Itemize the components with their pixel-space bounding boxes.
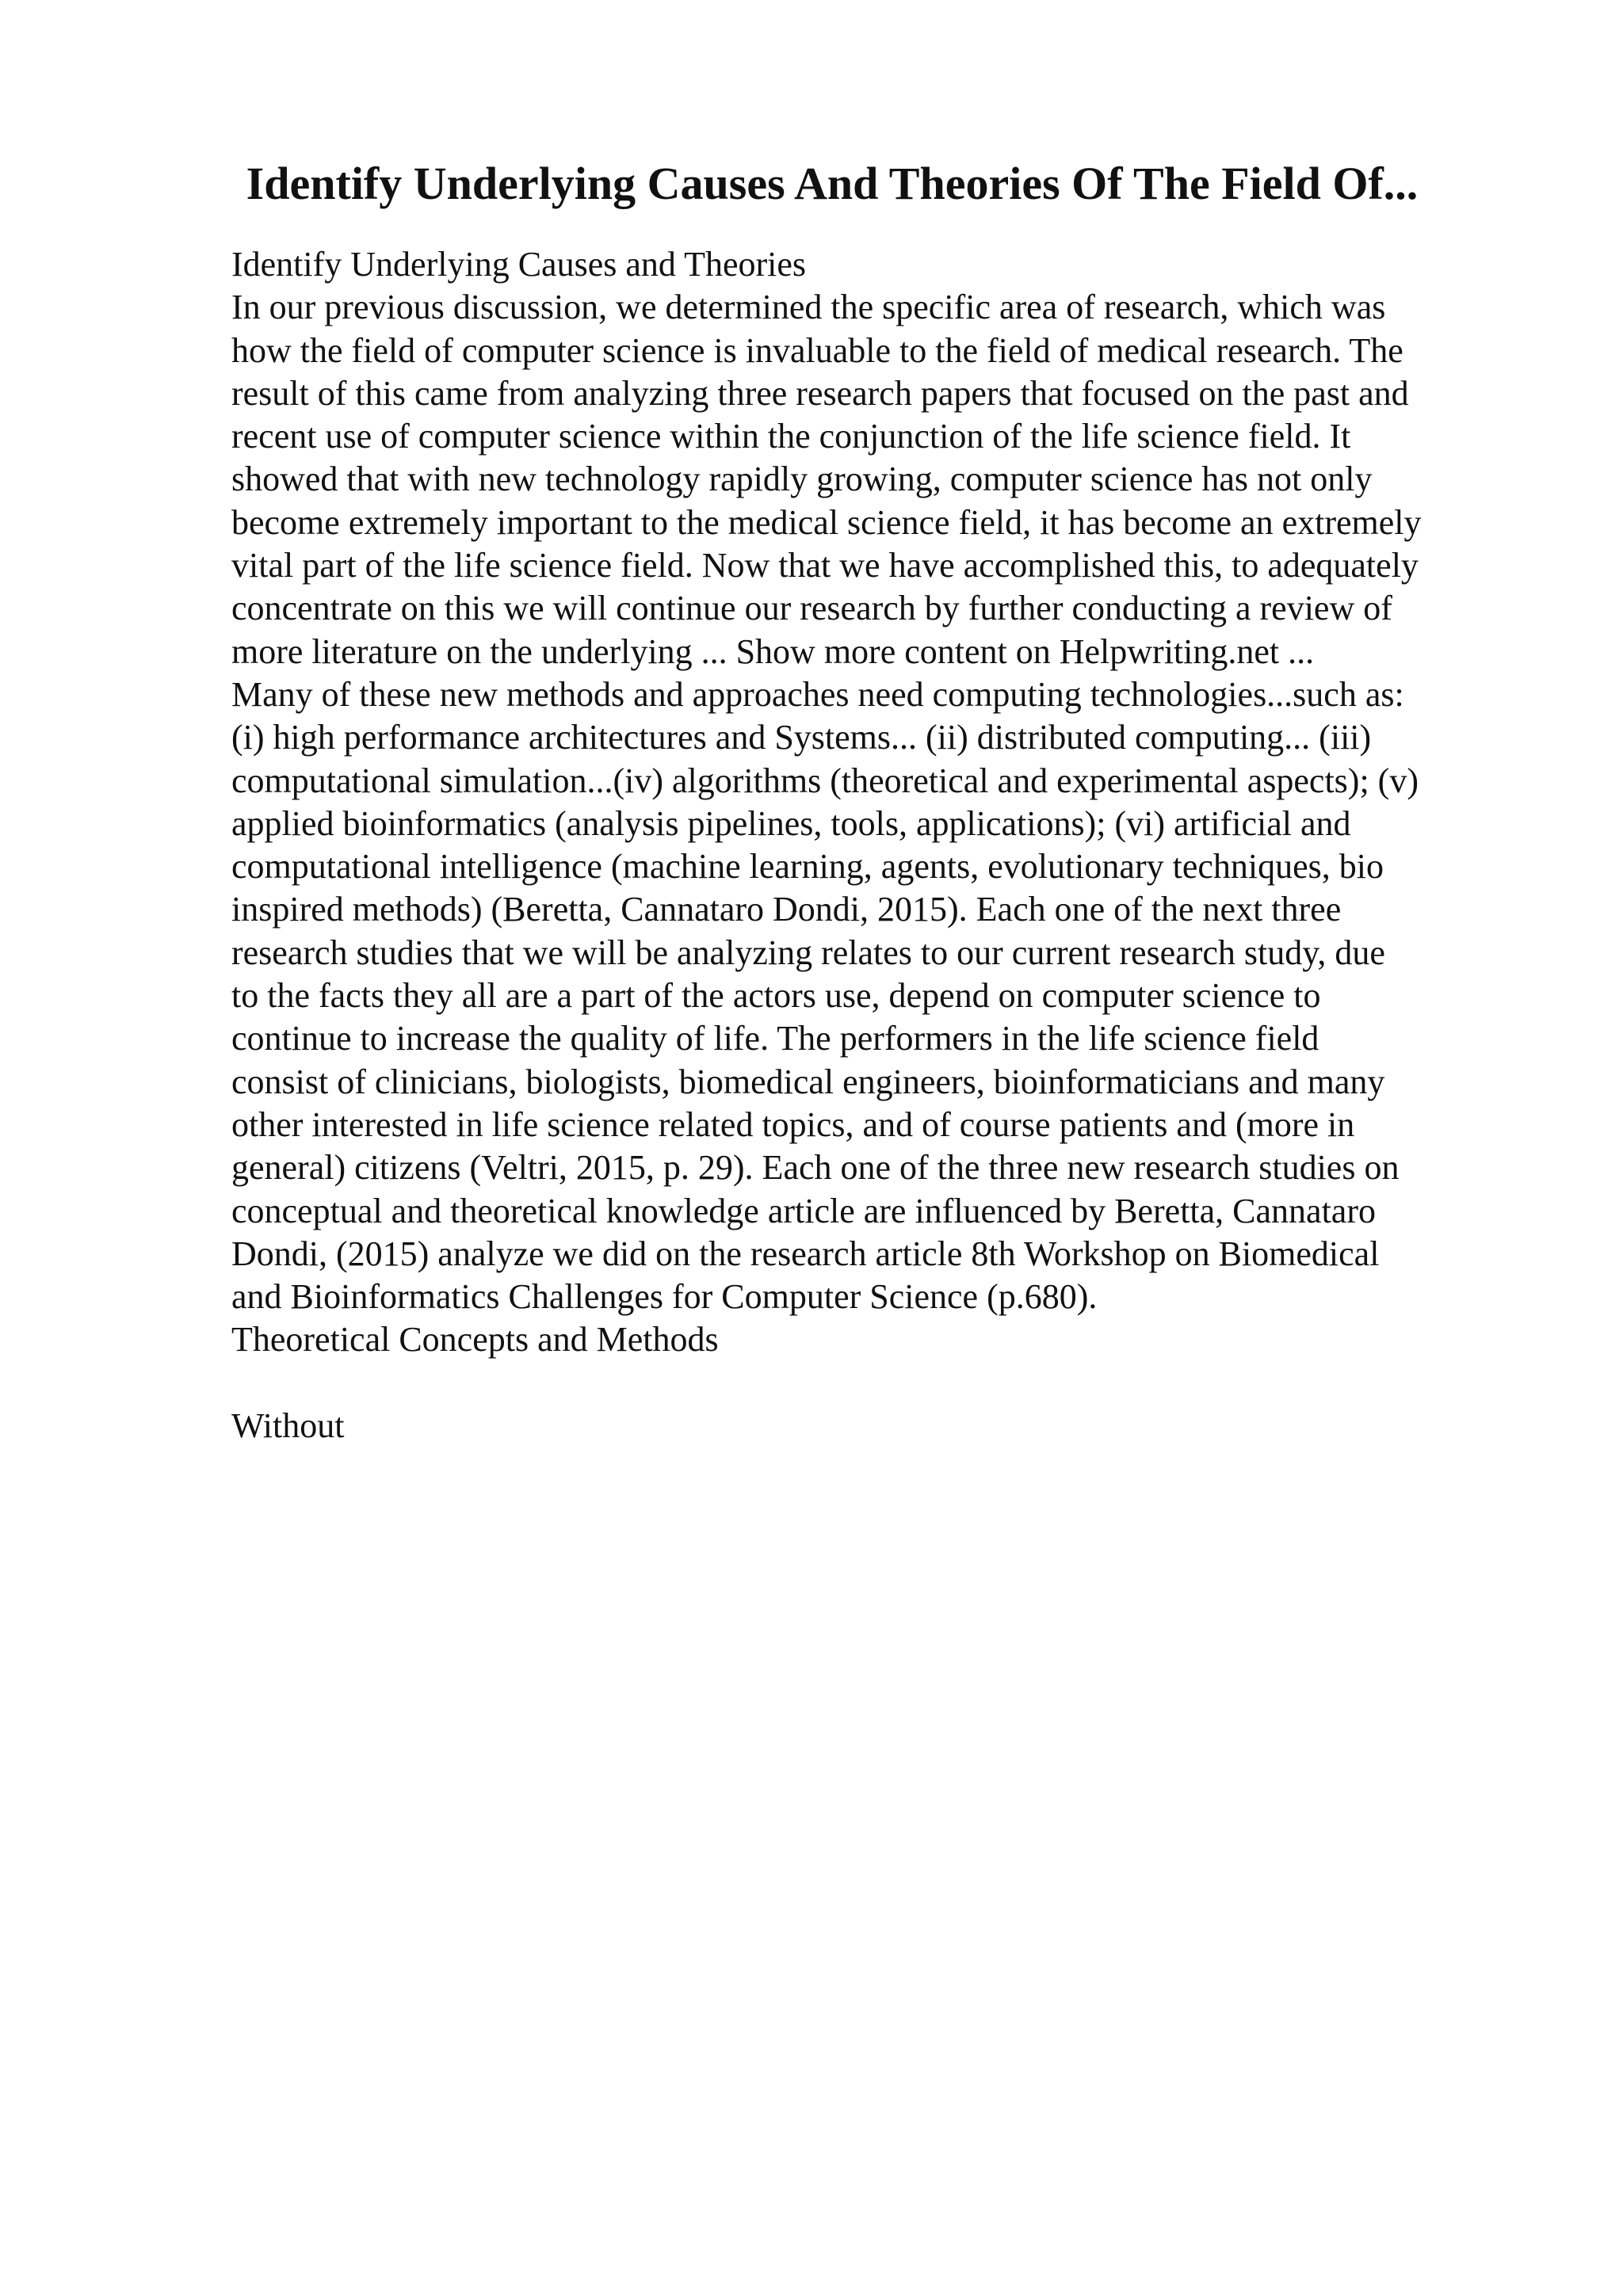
text-line: Dondi, (2015) analyze we did on the research article 8th Workshop on Biomedical <box>231 1234 1380 1273</box>
text-line: result of this came from analyzing three research papers that focused on the past and <box>231 373 1409 413</box>
text-line: to the facts they all are a part of the actors use, depend on computer science to <box>231 976 1321 1016</box>
text-line: become extremely important to the medical science field, it has become an extremely <box>231 502 1422 542</box>
document-body <box>231 243 1579 1447</box>
section-heading: Theoretical Concepts and Methods <box>231 1320 719 1360</box>
paragraph-gap <box>231 1362 1579 1405</box>
text-line: concentrate on this we will continue our research by further conducting a review of <box>231 589 1392 628</box>
text-line: consist of clinicians, biologists, biomedical engineers, bioinformaticians and many <box>231 1062 1385 1101</box>
text-line: computational intelligence (machine learning, agents, evolutionary techniques, bio <box>231 847 1384 887</box>
text-line: inspired methods) (Beretta, Cannataro Dondi, 2015). Each one of the next three <box>231 890 1342 929</box>
text-line: showed that with new technology rapidly growing, computer science has not only <box>231 460 1373 499</box>
text-line: general) citizens (Veltri, 2015, p. 29). Each one of the three new research studies on <box>231 1148 1400 1188</box>
text-line: (i) high performance architectures and Systems... (ii) distributed computing... (iii) <box>231 718 1372 757</box>
text-line: how the field of computer science is invaluable to the field of medical research. The <box>231 330 1403 370</box>
text-line: continue to increase the quality of life. The performers in the life science field <box>231 1019 1319 1058</box>
text-line: computational simulation...(iv) algorithms (theoretical and experimental aspects); (v) <box>231 761 1419 800</box>
text-line: and Bioinformatics Challenges for Computer Science (p.680). <box>231 1277 1098 1317</box>
text-line: more literature on the underlying ... Show more content on Helpwriting.net ... <box>231 631 1315 671</box>
text-line: Many of these new methods and approaches need computing technologies...such as: <box>231 674 1404 714</box>
text-line: other interested in life science related topics, and of course patients and (more in <box>231 1104 1355 1144</box>
text-line: recent use of computer science within the conjunction of the life science field. It <box>231 417 1351 456</box>
text-line: In our previous discussion, we determined the specific area of research, which was <box>231 288 1386 327</box>
section-heading: Identify Underlying Causes and Theories <box>231 245 807 284</box>
text-line: research studies that we will be analyzing relates to our current research study, due <box>231 933 1385 972</box>
closing-text: Without <box>231 1406 345 1446</box>
page-title: Identify Underlying Causes And Theories Of The Field Of... <box>246 158 1419 209</box>
text-line: conceptual and theoretical knowledge article are influenced by Beretta, Cannataro <box>231 1191 1376 1230</box>
text-line: vital part of the life science field. Now that we have accomplished this, to adequately <box>231 546 1419 585</box>
text-line: applied bioinformatics (analysis pipelines, tools, applications); (vi) artificial and <box>231 803 1351 843</box>
